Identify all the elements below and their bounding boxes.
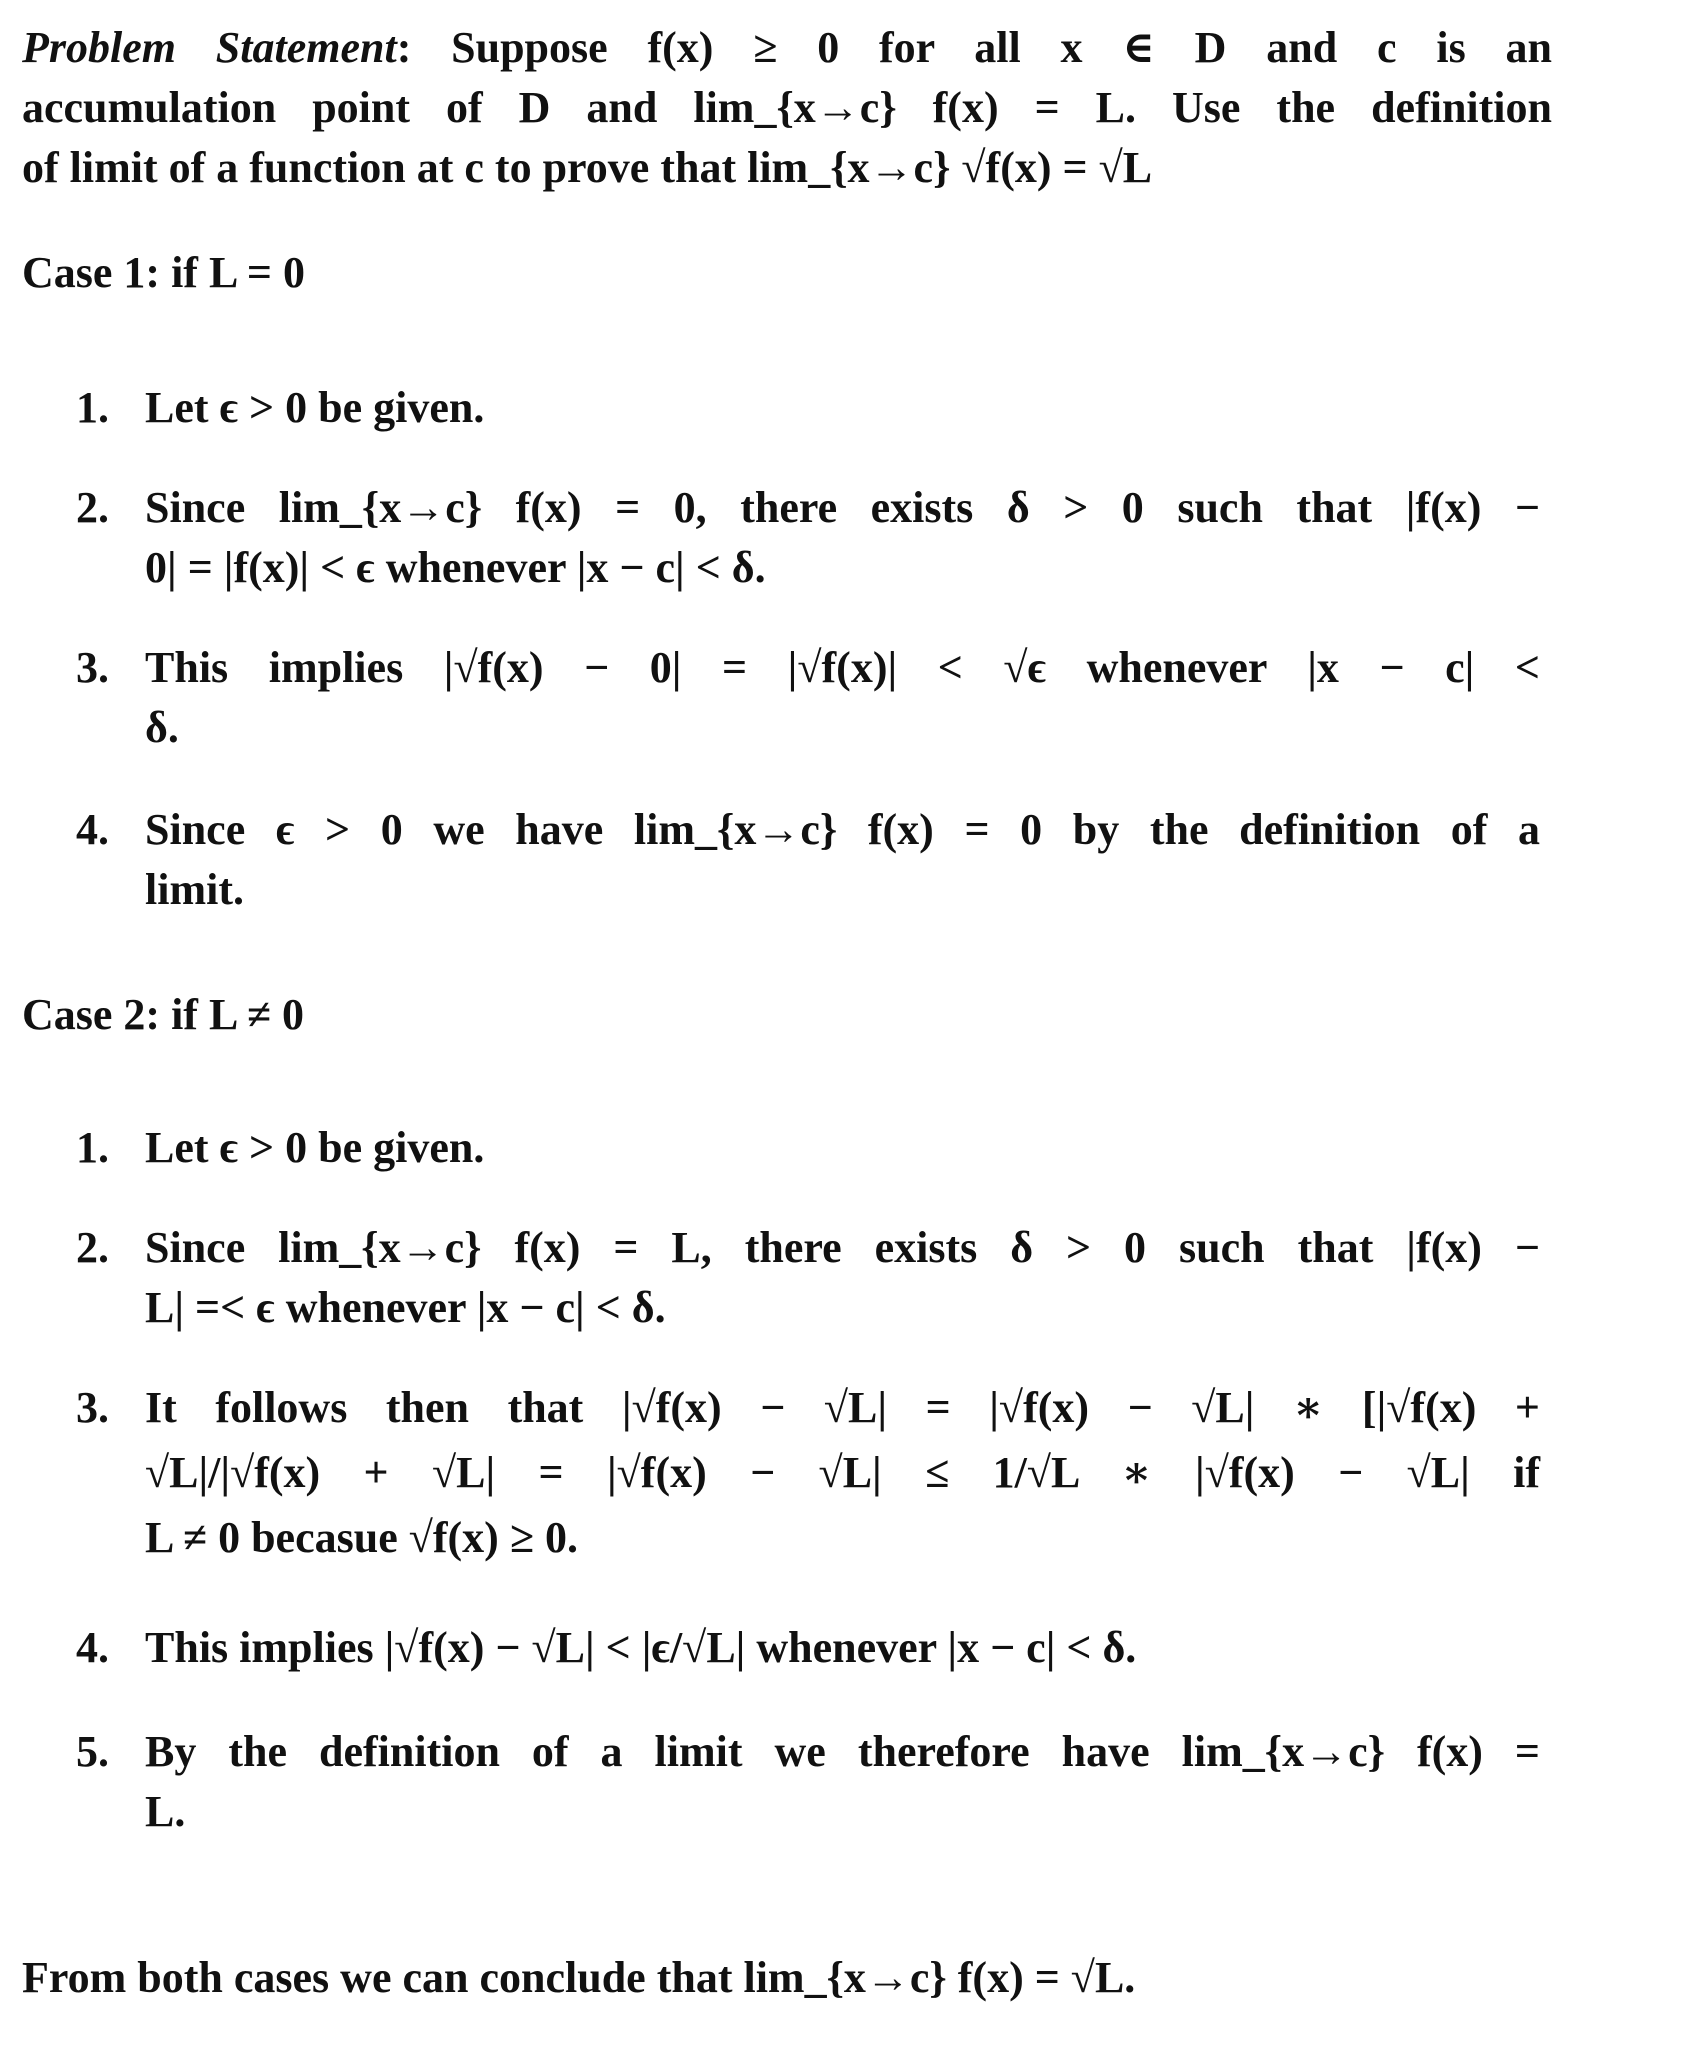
case-1-item-4-line-2: limit. — [145, 865, 244, 914]
case-1-item-4-number: 4. — [76, 805, 109, 854]
case-2-item-1-line-1: Let ϵ > 0 be given. — [145, 1123, 485, 1172]
case-1-item-3-number: 3. — [76, 643, 109, 692]
problem-line-3: of limit of a function at c to prove that lim_{x→c} √f(x) = √L — [22, 143, 1153, 192]
case-2-item-3-number: 3. — [76, 1383, 109, 1432]
case-1-title: Case 1: if L = 0 — [22, 248, 305, 297]
case-1-item-2-line-2: 0| = |f(x)| < ϵ whenever |x − c| < δ. — [145, 543, 766, 592]
case-2-item-4-line-1: This implies |√f(x) − √L| < |ϵ/√L| whenever |x − c| < δ. — [145, 1623, 1137, 1672]
case-2-item-2-number: 2. — [76, 1223, 109, 1272]
case-2-item-5-number: 5. — [76, 1727, 109, 1776]
problem-line-1-text: : Suppose f(x) ≥ 0 for all x ∈ D and c is an — [396, 23, 1552, 72]
case-2-item-1-number: 1. — [76, 1123, 109, 1172]
case-2-item-3-line-2: √L|/|√f(x) + √L| = |√f(x) − √L| ≤ 1/√L ∗ |√f(x) − √L| if — [145, 1448, 1540, 1497]
case-2-item-5-line-1: By the definition of a limit we therefore have lim_{x→c} f(x) = — [145, 1727, 1540, 1776]
problem-line-1 — [22, 18, 1552, 78]
problem-line-2: accumulation point of D and lim_{x→c} f(x) = L. Use the definition — [22, 83, 1552, 132]
case-1-item-1-line-1: Let ϵ > 0 be given. — [145, 383, 485, 432]
case-1-item-3-line-1: This implies |√f(x) − 0| = |√f(x)| < √ϵ whenever |x − c| < — [145, 643, 1540, 692]
case-2-title: Case 2: if L ≠ 0 — [22, 990, 305, 1039]
case-2-item-2-line-2: L| =< ϵ whenever |x − c| < δ. — [145, 1283, 666, 1332]
case-2-item-4-number: 4. — [76, 1623, 109, 1672]
problem-lead: Problem Statement — [22, 23, 397, 72]
case-1-item-2-line-1: Since lim_{x→c} f(x) = 0, there exists δ > 0 such that |f(x) − — [145, 483, 1540, 532]
conclusion: From both cases we can conclude that lim_{x→c} f(x) = √L. — [22, 1953, 1136, 2002]
case-2-item-2-line-1: Since lim_{x→c} f(x) = L, there exists δ > 0 such that |f(x) − — [145, 1223, 1540, 1272]
case-1-item-1-number: 1. — [76, 383, 109, 432]
case-1-item-3-line-2: δ. — [145, 703, 179, 752]
case-2-item-3-line-1: It follows then that |√f(x) − √L| = |√f(x) − √L| ∗ [|√f(x) + — [145, 1383, 1540, 1432]
case-2-item-5-line-2: L. — [145, 1787, 186, 1836]
case-1-item-2-number: 2. — [76, 483, 109, 532]
case-2-item-3-line-3: L ≠ 0 becasue √f(x) ≥ 0. — [145, 1513, 578, 1562]
case-1-item-4-line-1: Since ϵ > 0 we have lim_{x→c} f(x) = 0 by the definition of a — [145, 805, 1540, 854]
